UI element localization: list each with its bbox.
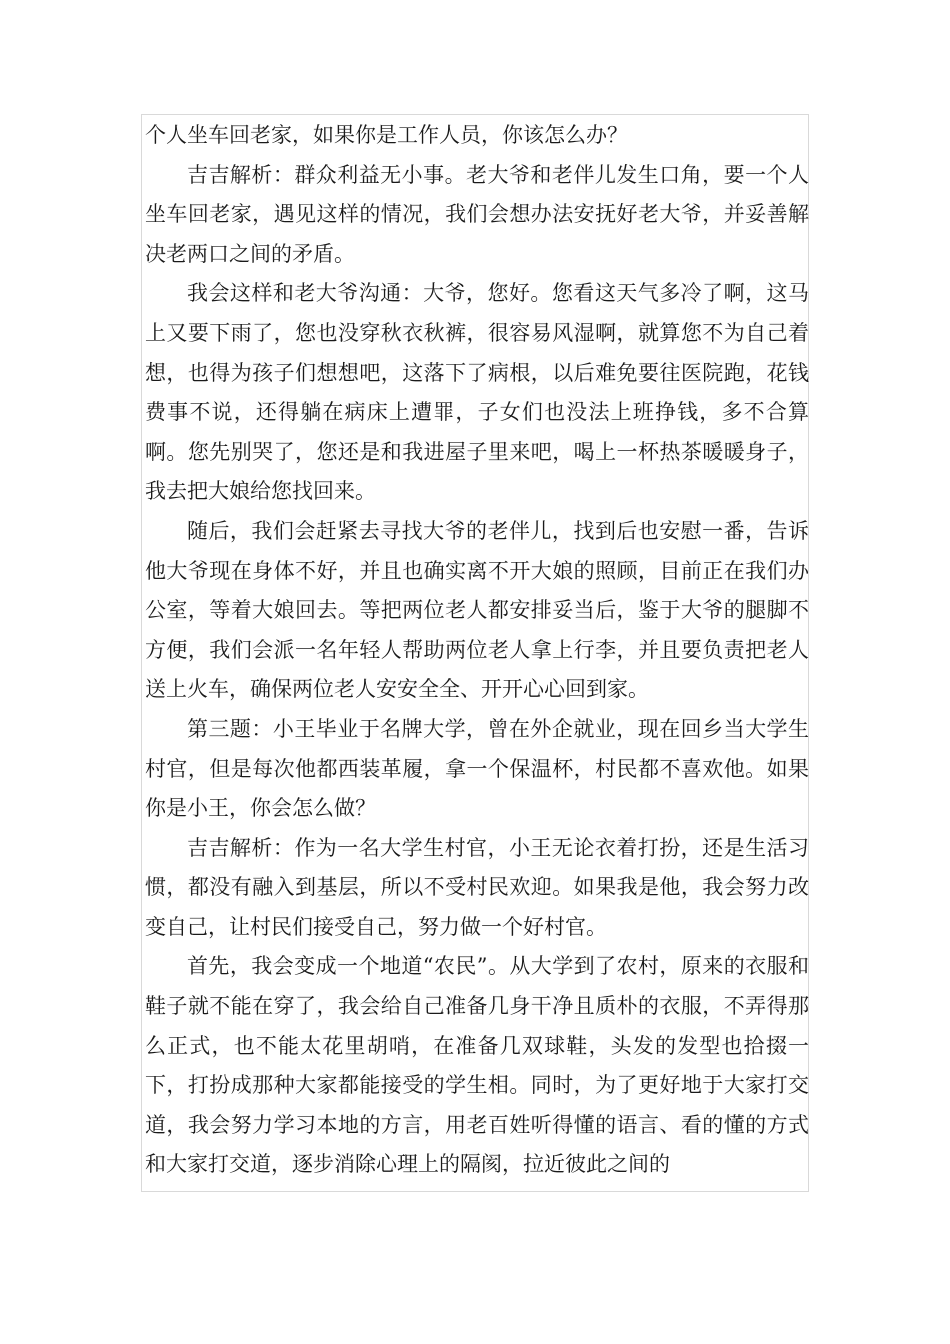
paragraph-7: 首先，我会变成一个地道“农民”。从大学到了农村，原来的衣服和鞋子就不能在穿了，我会给自己准备几身干净且质朴的衣服，不弄得那么正式，也不能太花里胡哨，在准备几双球鞋，头发的发型也拾掇一下，打扮成那种大家都能接受的学生相。同时，为了更好地于大家打交道，我会努力学习本地的方言，用老百姓听得懂的语言、看的懂的方式和大家打交道，逐步消除心理上的隔阂，拉近彼此之间的 — [145, 954, 809, 1177]
paragraph-6: 吉吉解析：作为一名大学生村官，小王无论衣着打扮，还是生活习惯，都没有融入到基层，所以不受村民欢迎。如果我是他，我会努力改变自己，让村民们接受自己，努力做一个好村官。 — [145, 835, 809, 939]
paragraph-4: 随后，我们会赶紧去寻找大爷的老伴儿，找到后也安慰一番，告诉他大爷现在身体不好，并且也确实离不开大娘的照顾，目前正在我们办公室，等着大娘回去。等把两位老人都安排妥当后，鉴于大爷的腿脚不方便，我们会派一名年轻人帮助两位老人拿上行李，并且要负责把老人送上火车，确保两位老人安安全全、开开心心回到家。 — [145, 518, 809, 702]
paragraph-2: 吉吉解析：群众利益无小事。老大爷和老伴儿发生口角，要一个人坐车回老家，遇见这样的情况，我们会想办法安抚好老大爷，并妥善解决老两口之间的矛盾。 — [145, 162, 809, 266]
paragraph-5: 第三题：小王毕业于名牌大学，曾在外企就业，现在回乡当大学生村官，但是每次他都西装革履，拿一个保温杯，村民都不喜欢他。如果你是小王，你会怎么做？ — [145, 716, 809, 821]
paragraph-1: 个人坐车回老家，如果你是工作人员，你该怎么办？ — [145, 123, 628, 147]
document-body — [145, 116, 809, 1185]
paragraph-3: 我会这样和老大爷沟通：大爷，您好。您看这天气多冷了啊，这马上又要下雨了，您也没穿秋衣秋裤，很容易风湿啊，就算您不为自己着想，也得为孩子们想想吧，这落下了病根，以后难免要往医院跑，花钱费事不说，还得躺在病床上遭罪，子女们也没法上班挣钱，多不合算啊。您先别哭了，您还是和我进屋子里来吧，喝上一杯热茶暖暖身子，我去把大娘给您找回来。 — [145, 281, 809, 504]
